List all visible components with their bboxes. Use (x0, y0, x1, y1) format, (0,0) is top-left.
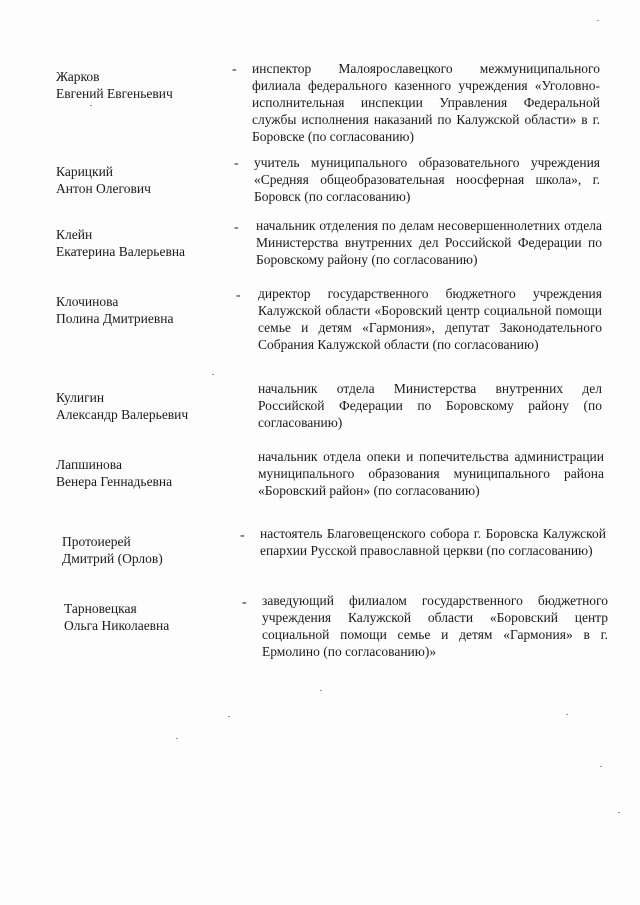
member-given-names: Александр Валерьевич (56, 407, 189, 422)
member-surname: Протоиерей (62, 534, 131, 549)
scan-speck (320, 690, 322, 691)
member-dash: - (236, 288, 241, 303)
member-description: настоятель Благовещенского собора г. Боровска Калужской епархии Русской православной церкви (по согласованию) (260, 526, 606, 558)
member-surname: Клейн (56, 227, 93, 242)
scan-speck (618, 812, 620, 813)
member-description: начальник отделения по делам несовершеннолетних отдела Министерства внутренних дел Российской Федерации по Боровскому району (по согласованию) (256, 218, 602, 267)
member-given-names: Дмитрий (Орлов) (62, 551, 163, 566)
member-name (56, 389, 226, 423)
member-surname: Тарновецкая (64, 601, 137, 616)
member-dash: - (232, 62, 237, 77)
member-surname: Клочинова (56, 294, 119, 309)
member-name (64, 600, 234, 634)
member-name (56, 293, 226, 327)
member-dash: - (234, 156, 239, 171)
member-description: директор государственного бюджетного учреждения Калужской области «Боровский центр социальной помощи семье и детям «Гармония», депутат Законодательного Собрания Калужской области (по согласованию) (258, 286, 602, 352)
member-surname: Лапшинова (56, 457, 122, 472)
scan-speck (212, 374, 214, 375)
member-surname: Жарков (56, 69, 100, 84)
member-name (56, 456, 226, 490)
scan-speck (228, 716, 230, 717)
member-given-names: Антон Олегович (56, 181, 151, 196)
member-given-names: Ольга Николаевна (64, 618, 170, 633)
member-given-names: Екатерина Валерьевна (56, 244, 186, 259)
member-name (56, 68, 226, 102)
member-description: начальник отдела Министерства внутренних дел Российской Федерации по Боровскому району (по согласованию) (258, 381, 602, 430)
scan-speck (597, 20, 599, 21)
member-name (56, 163, 226, 197)
member-surname: Карицкий (56, 164, 114, 179)
member-name (62, 533, 232, 567)
member-dash: - (242, 595, 247, 610)
member-description: заведующий филиалом государственного бюджетного учреждения Калужской области «Боровский центр социальной помощи семье и детям «Гармония» в г. Ермолино (по согласованию)» (262, 593, 608, 659)
member-dash: - (240, 528, 245, 543)
scan-speck (90, 105, 92, 106)
member-given-names: Евгений Евгеньевич (56, 86, 173, 101)
member-dash: - (234, 220, 239, 235)
member-given-names: Венера Геннадьевна (56, 474, 173, 489)
member-description: начальник отдела опеки и попечительства администрации муниципального образования муниципального района «Боровский район» (по согласованию) (258, 449, 604, 498)
scan-speck (566, 714, 568, 715)
member-description: инспектор Малоярославецкого межмуниципального филиала федерального казенного учреждения «Уголовно-исполнительная инспекции Управления Федеральной службы исполнения наказаний по Калужской области» в г. Боровске (по согласованию) (252, 61, 600, 144)
member-given-names: Полина Дмитриевна (56, 311, 174, 326)
member-description: учитель муниципального образовательного учреждения «Средняя общеобразовательная ноосферная школа», г. Боровск (по согласованию) (254, 155, 600, 204)
member-surname: Кулигин (56, 390, 105, 405)
member-name (56, 226, 226, 260)
scan-speck (600, 766, 602, 767)
scan-speck (176, 738, 178, 739)
